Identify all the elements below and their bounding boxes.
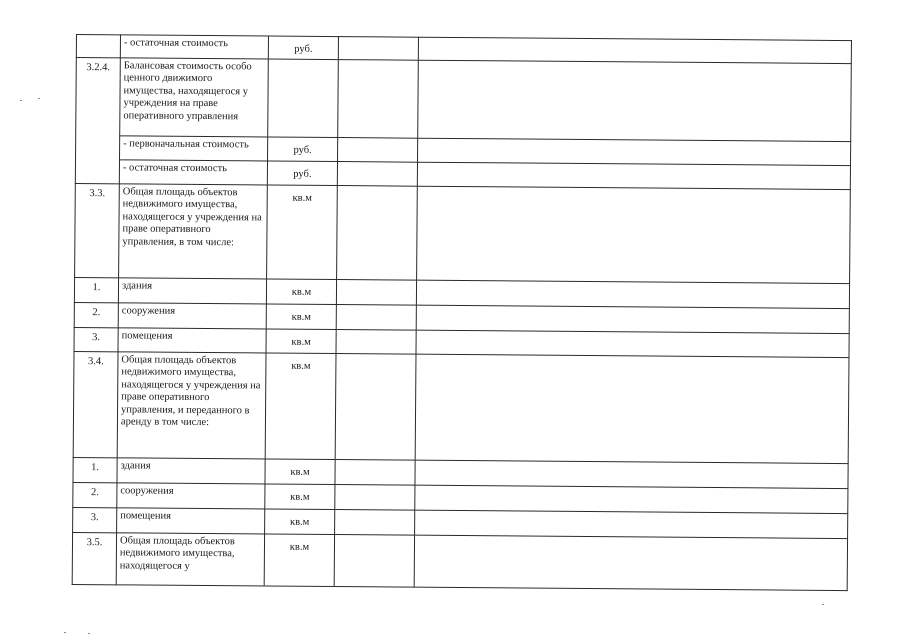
- row-name-cell: [120, 35, 268, 59]
- row-name-cell: [117, 507, 265, 533]
- row-unit: кв.м: [291, 360, 311, 372]
- note-cell: [418, 138, 851, 165]
- value-cell: [336, 279, 416, 305]
- value-cell: [338, 37, 418, 60]
- table-row: [75, 183, 851, 283]
- row-number: 3.3.: [89, 187, 106, 199]
- scan-speck: [38, 98, 40, 99]
- row-name-cell: [120, 57, 269, 136]
- row-name: Общая площадь объектов недвижимого имущества, находящегося у учреждения на праве оперативного управления, и переданного в аренду в том числе:: [120, 353, 261, 429]
- value-cell: [335, 484, 415, 510]
- property-table: [72, 34, 852, 591]
- row-unit: кв.м: [290, 466, 310, 478]
- row-unit-cell: [264, 533, 334, 586]
- value-cell: [338, 137, 418, 162]
- row-unit-cell: [268, 36, 338, 59]
- scan-speck: [20, 100, 22, 101]
- value-cell: [337, 185, 418, 280]
- row-name: - остаточная стоимость: [123, 37, 228, 50]
- value-cell: [335, 353, 416, 460]
- row-unit: кв.м: [291, 311, 312, 323]
- row-number-cell: [75, 183, 120, 277]
- value-cell: [334, 534, 414, 587]
- row-number-cell: [74, 327, 118, 351]
- row-number-cell: [76, 35, 120, 58]
- row-name: - первоначальная стоимость: [123, 137, 249, 150]
- row-name-cell: [117, 482, 265, 508]
- row-unit: кв.м: [289, 541, 310, 553]
- row-name: - остаточная стоимость: [122, 161, 228, 174]
- row-unit-cell: [266, 329, 336, 354]
- row-name-cell: [117, 351, 266, 458]
- row-unit-cell: [266, 279, 336, 305]
- note-cell: [414, 535, 847, 590]
- value-cell: [335, 509, 415, 535]
- row-number-cell: [73, 507, 117, 532]
- row-name-cell: [118, 302, 266, 328]
- note-cell: [416, 330, 849, 357]
- note-cell: [416, 305, 849, 333]
- table-row: [73, 351, 849, 463]
- row-number: 3.4.: [88, 355, 104, 367]
- row-number-cell: [73, 457, 117, 482]
- note-cell: [417, 162, 850, 189]
- value-cell: [337, 161, 417, 186]
- row-number-cell: [73, 351, 118, 457]
- row-name-cell: [117, 457, 265, 483]
- row-name: здания: [120, 459, 151, 472]
- row-unit: кв.м: [291, 286, 312, 298]
- row-unit: руб.: [293, 144, 312, 156]
- row-unit: руб.: [294, 43, 313, 55]
- row-name-cell: [118, 277, 266, 303]
- row-unit: кв.м: [289, 516, 310, 528]
- value-cell: [338, 59, 419, 138]
- row-unit-cell: [268, 137, 338, 162]
- row-number: 3.2.4.: [86, 61, 111, 73]
- row-name-cell: [116, 532, 264, 585]
- table-row: [72, 532, 847, 590]
- table-row: [76, 57, 852, 141]
- row-unit-cell: [268, 59, 339, 138]
- note-cell: [418, 60, 852, 141]
- row-number: 2.: [92, 306, 101, 318]
- row-unit-cell: [265, 483, 335, 509]
- row-number: 1.: [91, 461, 100, 473]
- value-cell: [336, 304, 416, 330]
- row-name: сооружения: [121, 304, 176, 317]
- value-cell: [335, 459, 415, 485]
- row-name: Общая площадь объектов недвижимого имущества, находящегося у учреждения на праве оперативного управления, в том числе:: [122, 185, 262, 248]
- row-unit: [272, 61, 335, 66]
- note-cell: [415, 354, 849, 463]
- row-unit-cell: [265, 353, 336, 460]
- row-number: 3.5.: [86, 536, 103, 548]
- row-name-cell: [120, 135, 268, 160]
- note-cell: [415, 460, 848, 488]
- row-name-cell: [118, 327, 266, 352]
- row-unit-cell: [267, 161, 337, 186]
- row-name: Балансовая стоимость особо ценного движимого имущества, находящегося у учреждения на праве оперативного управления: [123, 59, 252, 122]
- row-unit-cell: [267, 185, 338, 280]
- value-cell: [336, 329, 416, 354]
- row-unit: кв.м: [292, 192, 312, 204]
- row-unit-cell: [265, 508, 335, 534]
- row-name-cell: [119, 183, 268, 278]
- row-number-cell: [74, 277, 118, 302]
- row-number: 3.: [92, 331, 101, 343]
- row-number: 2.: [90, 486, 99, 498]
- row-name: помещения: [121, 329, 173, 342]
- row-number-cell: [75, 57, 120, 183]
- scan-speck: [822, 604, 824, 605]
- row-name: помещения: [120, 509, 172, 522]
- row-number: 3.: [90, 511, 99, 523]
- row-number-cell: [73, 482, 117, 507]
- row-unit-cell: [266, 304, 336, 330]
- row-number-cell: [74, 302, 118, 327]
- row-name-cell: [119, 159, 267, 184]
- note-cell: [416, 280, 849, 308]
- row-unit-cell: [265, 458, 335, 484]
- row-unit: кв.м: [291, 336, 311, 348]
- note-cell: [417, 186, 851, 283]
- note-cell: [415, 510, 848, 538]
- row-number-cell: [72, 532, 116, 584]
- row-name: Общая площадь объектов недвижимого имущества, находящегося у: [119, 534, 235, 572]
- row-name: сооружения: [120, 484, 174, 497]
- note-cell: [415, 485, 848, 513]
- row-unit: руб.: [293, 168, 312, 180]
- scan-speck: [64, 632, 66, 633]
- scan-speck: [88, 633, 90, 634]
- row-name: здания: [121, 279, 153, 292]
- row-number: 1.: [92, 281, 101, 293]
- row-unit: кв.м: [290, 491, 310, 503]
